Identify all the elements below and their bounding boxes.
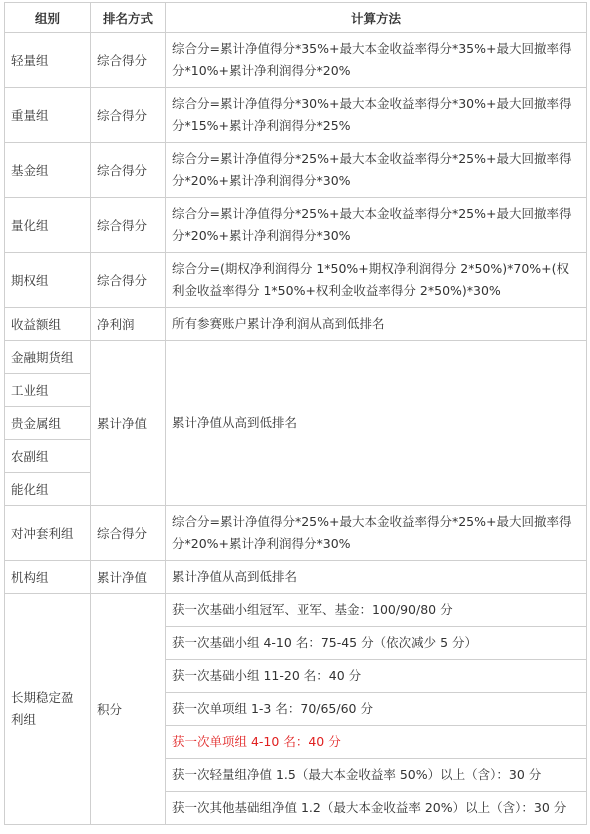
group-cell: 工业组 [5, 374, 91, 407]
group-cell: 量化组 [5, 198, 91, 253]
rank-cell: 综合得分 [91, 33, 166, 88]
method-cell: 综合分=累计净值得分*25%+最大本金收益率得分*25%+最大回撤率得分*20%+累计净利润得分*30% [166, 198, 587, 253]
group-cell: 轻量组 [5, 33, 91, 88]
rank-cell: 综合得分 [91, 88, 166, 143]
table-row [5, 33, 587, 88]
rank-cell: 净利润 [91, 308, 166, 341]
table-row [5, 506, 587, 561]
group-cell: 期权组 [5, 253, 91, 308]
group-cell: 重量组 [5, 88, 91, 143]
method-cell: 所有参赛账户累计净利润从高到低排名 [166, 308, 587, 341]
method-cell: 综合分=累计净值得分*30%+最大本金收益率得分*30%+最大回撤率得分*15%+累计净利润得分*25% [166, 88, 587, 143]
table-row [5, 143, 587, 198]
rank-cell: 积分 [91, 594, 166, 825]
group-cell: 基金组 [5, 143, 91, 198]
table-row [5, 253, 587, 308]
method-cell: 综合分=累计净值得分*35%+最大本金收益率得分*35%+最大回撤率得分*10%+累计净利润得分*20% [166, 33, 587, 88]
header-method: 计算方法 [166, 3, 587, 33]
rank-cell: 累计净值 [91, 341, 166, 506]
header-rank: 排名方式 [91, 3, 166, 33]
method-cell: 累计净值从高到低排名 [166, 561, 587, 594]
score-rule-item: 获一次基础小组 11-20 名：40 分 [166, 660, 587, 693]
rank-cell: 累计净值 [91, 561, 166, 594]
group-cell: 对冲套利组 [5, 506, 91, 561]
group-cell: 农副组 [5, 440, 91, 473]
header-row [5, 3, 587, 33]
method-cell: 综合分=(期权净利润得分 1*50%+期权净利润得分 2*50%)*70%+(权利金收益率得分 1*50%+权利金收益率得分 2*50%)*30% [166, 253, 587, 308]
method-cell: 综合分=累计净值得分*25%+最大本金收益率得分*25%+最大回撤率得分*20%+累计净利润得分*30% [166, 143, 587, 198]
table-row [5, 341, 587, 374]
score-rule-item: 获一次基础小组 4-10 名：75-45 分（依次减少 5 分） [166, 627, 587, 660]
group-cell: 金融期货组 [5, 341, 91, 374]
method-cell: 综合分=累计净值得分*25%+最大本金收益率得分*25%+最大回撤率得分*20%+累计净利润得分*30% [166, 506, 587, 561]
table-row [5, 308, 587, 341]
rank-cell: 综合得分 [91, 253, 166, 308]
method-cell: 累计净值从高到低排名 [166, 341, 587, 506]
rank-cell: 综合得分 [91, 143, 166, 198]
table-row [5, 88, 587, 143]
table-row [5, 594, 587, 627]
table-container [4, 2, 587, 825]
rank-cell: 综合得分 [91, 506, 166, 561]
header-group: 组别 [5, 3, 91, 33]
rank-cell: 综合得分 [91, 198, 166, 253]
group-cell: 长期稳定盈利组 [5, 594, 91, 825]
table-row [5, 198, 587, 253]
score-rule-item: 获一次轻量组净值 1.5（最大本金收益率 50%）以上（含）：30 分 [166, 759, 587, 792]
score-rule-item: 获一次基础小组冠军、亚军、基金：100/90/80 分 [166, 594, 587, 627]
scoring-table [4, 2, 587, 825]
score-rule-item: 获一次其他基础组净值 1.2（最大本金收益率 20%）以上（含）：30 分 [166, 792, 587, 825]
score-rule-item-highlighted: 获一次单项组 4-10 名：40 分 [166, 726, 587, 759]
score-rule-item: 获一次单项组 1-3 名：70/65/60 分 [166, 693, 587, 726]
table-row [5, 561, 587, 594]
group-cell: 机构组 [5, 561, 91, 594]
group-cell: 收益额组 [5, 308, 91, 341]
group-cell: 能化组 [5, 473, 91, 506]
group-cell: 贵金属组 [5, 407, 91, 440]
